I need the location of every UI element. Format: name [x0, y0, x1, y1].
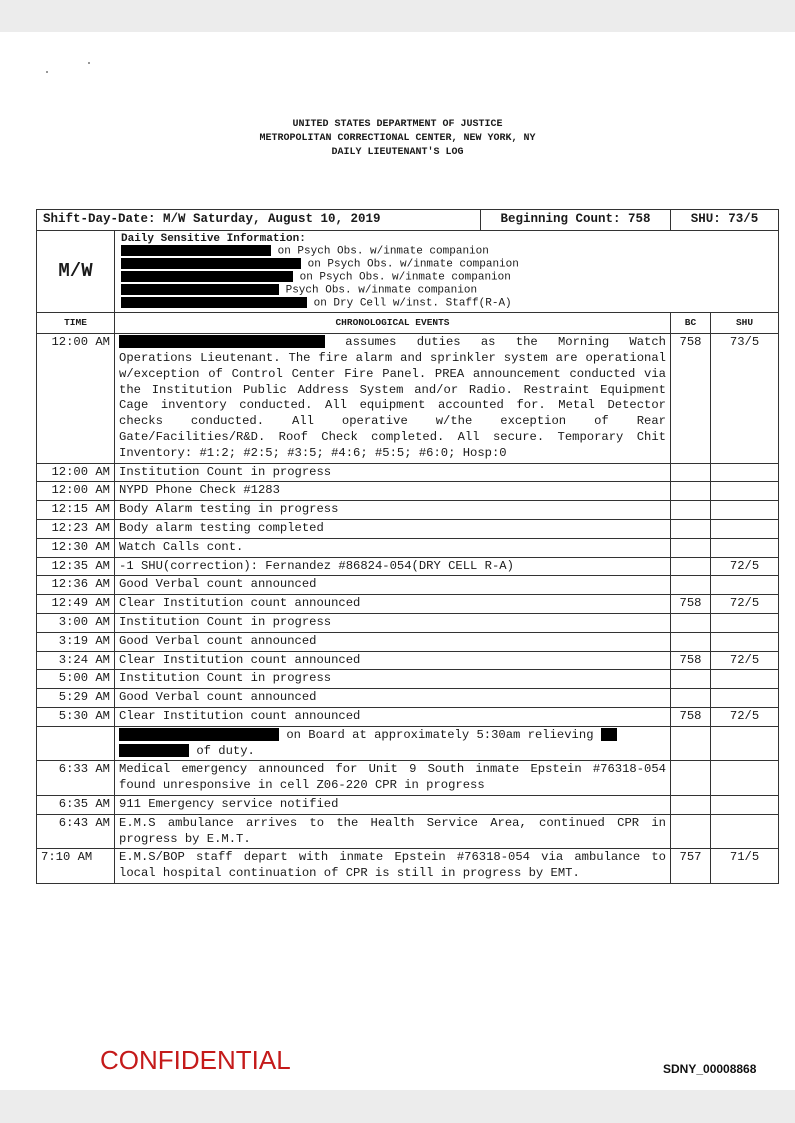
log-entry-row	[37, 482, 779, 501]
entry-time: 12:23 AM	[37, 519, 115, 538]
entry-bc	[671, 463, 711, 482]
entry-bc: 758	[671, 707, 711, 726]
entry-time: 3:00 AM	[37, 613, 115, 632]
entry-event: Watch Calls cont.	[115, 538, 671, 557]
redaction-box	[121, 258, 301, 269]
scan-edge-top	[0, 0, 795, 32]
log-entry-row	[37, 795, 779, 814]
log-entry-row	[37, 557, 779, 576]
sensitive-info-title: Daily Sensitive Information:	[121, 232, 306, 245]
entry-shu	[711, 795, 779, 814]
header-log-title: DAILY LIEUTENANT'S LOG	[331, 147, 464, 158]
sensitive-info-line: on Psych Obs. w/inmate companion	[121, 245, 772, 258]
log-entry-row	[37, 689, 779, 708]
redaction-box	[121, 245, 271, 256]
beginning-count: Beginning Count: 758	[481, 210, 671, 231]
entry-shu: 72/5	[711, 595, 779, 614]
entry-shu	[711, 689, 779, 708]
entry-event: 911 Emergency service notified	[115, 795, 671, 814]
entry-event: Body alarm testing completed	[115, 519, 671, 538]
entry-event: Body Alarm testing in progress	[115, 501, 671, 520]
entry-shu	[711, 670, 779, 689]
log-entry-row	[37, 726, 779, 761]
entry-shu	[711, 632, 779, 651]
log-entry-row	[37, 651, 779, 670]
time-column-header: TIME	[37, 313, 115, 334]
scan-speck	[46, 71, 48, 73]
entry-bc	[671, 632, 711, 651]
entry-bc	[671, 501, 711, 520]
entry-shu: 73/5	[711, 334, 779, 463]
scan-speck	[88, 62, 90, 64]
entry-shu	[711, 761, 779, 796]
log-entry-row	[37, 670, 779, 689]
entry-time: 12:00 AM	[37, 482, 115, 501]
entry-time: 7:10 AM	[37, 849, 115, 884]
entry-time: 3:19 AM	[37, 632, 115, 651]
entry-time: 5:30 AM	[37, 707, 115, 726]
log-entry-row	[37, 707, 779, 726]
log-entry-row	[37, 463, 779, 482]
redaction-box	[121, 297, 307, 308]
entry-shu	[711, 613, 779, 632]
entry-time: 12:00 AM	[37, 463, 115, 482]
entry-bc	[671, 519, 711, 538]
log-entry-row	[37, 849, 779, 884]
sensitive-info-row	[37, 230, 779, 313]
shift-header-row	[37, 210, 779, 231]
entry-shu	[711, 519, 779, 538]
shift-code: M/W	[37, 230, 115, 313]
entry-shu: 72/5	[711, 557, 779, 576]
shu-count: SHU: 73/5	[671, 210, 779, 231]
entry-bc	[671, 557, 711, 576]
entry-event: NYPD Phone Check #1283	[115, 482, 671, 501]
sensitive-info-line: on Psych Obs. w/inmate companion	[121, 271, 772, 284]
entry-bc	[671, 761, 711, 796]
entry-bc: 758	[671, 595, 711, 614]
entry-event: Medical emergency announced for Unit 9 South inmate Epstein #76318-054 found unresponsive in cell Z06-220 CPR in progress	[115, 761, 671, 796]
log-entry-row	[37, 334, 779, 463]
entry-event: Institution Count in progress	[115, 463, 671, 482]
redaction-box	[119, 728, 279, 741]
entry-shu: 72/5	[711, 651, 779, 670]
entry-bc	[671, 670, 711, 689]
sensitive-info-line: Psych Obs. w/inmate companion	[121, 284, 772, 297]
log-entry-row	[37, 761, 779, 796]
entry-bc: 757	[671, 849, 711, 884]
entry-event: assumes duties as the Morning Watch Operations Lieutenant. The fire alarm and sprinkler system are operational w/exception of Control Center Fire Panel. PREA announcement conducted via the Institution Public Address System and/or Radio. Restraint Equipment Cage inventory conducted. All equipment accounted for. Metal Detector checks conducted. All operative w/the exception of Rear Gate/Facilities/R&D. Roof Check completed. All secure. Temporary Chit Inventory: #1:2; #2:5; #3:5; #4:6; #5:5; #6:0; Hosp:0	[115, 334, 671, 463]
entry-shu	[711, 482, 779, 501]
entry-time: 6:35 AM	[37, 795, 115, 814]
entry-shu: 71/5	[711, 849, 779, 884]
header-agency: UNITED STATES DEPARTMENT OF JUSTICE	[292, 119, 503, 130]
entry-time	[37, 726, 115, 761]
sensitive-info-line: on Psych Obs. w/inmate companion	[121, 258, 772, 271]
entry-event: Clear Institution count announced	[115, 651, 671, 670]
shift-day-date: Shift-Day-Date: M/W Saturday, August 10, 2019	[37, 210, 481, 231]
redaction-box	[119, 335, 325, 348]
entry-bc	[671, 795, 711, 814]
entry-time: 12:30 AM	[37, 538, 115, 557]
entry-bc	[671, 689, 711, 708]
entry-bc	[671, 576, 711, 595]
entry-event: E.M.S/BOP staff depart with inmate Epstein #76318-054 via ambulance to local hospital continuation of CPR is still in progress by EMT.	[115, 849, 671, 884]
scan-edge-bottom	[0, 1090, 795, 1123]
log-entry-row	[37, 576, 779, 595]
redaction-box	[119, 744, 189, 757]
log-entry-row	[37, 613, 779, 632]
entry-event: Good Verbal count announced	[115, 576, 671, 595]
entry-bc	[671, 814, 711, 849]
lieutenant-log-table	[36, 209, 779, 884]
bates-number: SDNY_00008868	[663, 1062, 757, 1076]
entry-event: E.M.S ambulance arrives to the Health Service Area, continued CPR in progress by E.M.T.	[115, 814, 671, 849]
entry-event: Clear Institution count announced	[115, 595, 671, 614]
header-facility: METROPOLITAN CORRECTIONAL CENTER, NEW YORK, NY	[259, 133, 536, 144]
log-entry-row	[37, 538, 779, 557]
entry-bc	[671, 613, 711, 632]
entry-shu	[711, 501, 779, 520]
column-header-row	[37, 313, 779, 334]
entry-time: 5:29 AM	[37, 689, 115, 708]
redaction-box	[121, 284, 279, 295]
sensitive-info	[115, 230, 779, 313]
entry-time: 6:43 AM	[37, 814, 115, 849]
entry-bc	[671, 538, 711, 557]
log-entry-row	[37, 519, 779, 538]
entry-time: 12:35 AM	[37, 557, 115, 576]
entry-event: Institution Count in progress	[115, 613, 671, 632]
log-entry-row	[37, 595, 779, 614]
document-header	[200, 118, 595, 160]
shu-column-header: SHU	[711, 313, 779, 334]
entry-bc	[671, 482, 711, 501]
confidential-stamp: CONFIDENTIAL	[100, 1045, 291, 1075]
entry-shu	[711, 463, 779, 482]
entry-event: Institution Count in progress	[115, 670, 671, 689]
entry-shu: 72/5	[711, 707, 779, 726]
entry-bc: 758	[671, 651, 711, 670]
entry-time: 12:00 AM	[37, 334, 115, 463]
entry-shu	[711, 576, 779, 595]
events-column-header: CHRONOLOGICAL EVENTS	[115, 313, 671, 334]
entry-event: Clear Institution count announced	[115, 707, 671, 726]
entry-event: Good Verbal count announced	[115, 632, 671, 651]
log-entry-row	[37, 501, 779, 520]
entry-shu	[711, 814, 779, 849]
redaction-box	[121, 271, 293, 282]
entry-event: Good Verbal count announced	[115, 689, 671, 708]
log-entry-row	[37, 814, 779, 849]
entry-time: 12:36 AM	[37, 576, 115, 595]
entry-time: 3:24 AM	[37, 651, 115, 670]
entry-event: -1 SHU(correction): Fernandez #86824-054(DRY CELL R-A)	[115, 557, 671, 576]
entry-time: 12:15 AM	[37, 501, 115, 520]
sensitive-info-line: on Dry Cell w/inst. Staff(R-A)	[121, 297, 772, 310]
entry-time: 5:00 AM	[37, 670, 115, 689]
entry-bc	[671, 726, 711, 761]
entry-shu	[711, 726, 779, 761]
entry-time: 6:33 AM	[37, 761, 115, 796]
entry-time: 12:49 AM	[37, 595, 115, 614]
log-entry-row	[37, 632, 779, 651]
entry-event: on Board at approximately 5:30am relieving of duty.	[115, 726, 671, 761]
entry-shu	[711, 538, 779, 557]
entry-bc: 758	[671, 334, 711, 463]
redaction-box	[601, 728, 617, 741]
bc-column-header: BC	[671, 313, 711, 334]
